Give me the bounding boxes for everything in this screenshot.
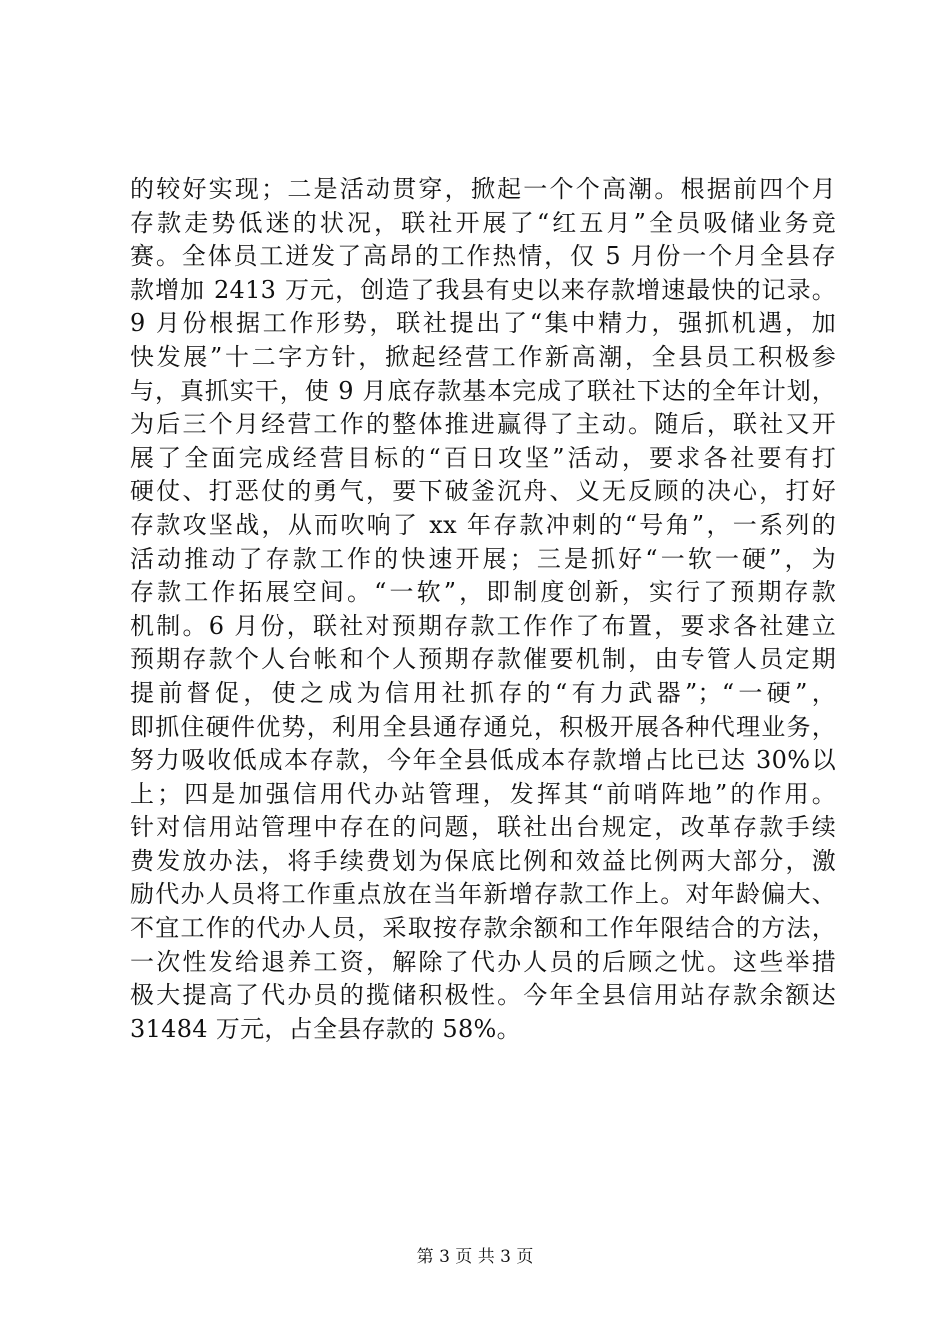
text-line: 硬仗、打恶仗的勇气，要下破釜沉舟、义无反顾的决心，打好 [130,477,836,506]
text-line: 预期存款个人台帐和个人预期存款催要机制，由专管人员定期 [130,645,836,674]
text-line: 为后三个月经营工作的整体推进赢得了主动。随后，联社又开 [130,410,836,439]
body-paragraph [130,173,836,1046]
text-line: 极大提高了代办员的揽储积极性。今年全县信用站存款余额达 [130,981,836,1010]
text-line: 与，真抓实干，使 9 月底存款基本完成了联社下达的全年计划， [130,376,836,405]
text-line: 赛。全体员工迸发了高昂的工作热情，仅 5 月份一个月全县存 [130,242,836,271]
text-line: 款增加 2413 万元，创造了我县有史以来存款增速最快的记录。 [130,275,836,304]
text-line: 存款攻坚战，从而吹响了 xx 年存款冲刺的“号角”，一系列的 [130,510,836,539]
text-line: 存款走势低迷的状况，联社开展了“红五月”全员吸储业务竞 [130,208,836,237]
text-line: 快发展”十二字方针，掀起经营工作新高潮，全县员工积极参 [130,342,836,371]
text-line: 存款工作拓展空间。“一软”，即制度创新，实行了预期存款 [130,578,836,607]
text-line: 即抓住硬件优势，利用全县通存通兑，积极开展各种代理业务， [130,712,836,741]
text-line: 努力吸收低成本存款，今年全县低成本存款增占比已达 30%以 [130,746,836,775]
text-line: 机制。6 月份，联社对预期存款工作作了布置，要求各社建立 [130,611,836,640]
text-line: 9 月份根据工作形势，联社提出了“集中精力，强抓机遇，加 [130,309,836,338]
text-line: 费发放办法，将手续费划为保底比例和效益比例两大部分，激 [130,846,836,875]
text-line: 不宜工作的代办人员，采取按存款余额和工作年限结合的方法， [130,914,836,943]
text-line: 针对信用站管理中存在的问题，联社出台规定，改革存款手续 [130,813,836,842]
text-line: 活动推动了存款工作的快速开展；三是抓好“一软一硬”，为 [130,544,836,573]
text-line: 上；四是加强信用代办站管理，发挥其“前哨阵地”的作用。 [130,779,836,808]
page-number: 第 3 页 共 3 页 [416,1247,534,1267]
text-line: 展了全面完成经营目标的“百日攻坚”活动，要求各社要有打 [130,443,836,472]
text-line: 的较好实现；二是活动贯穿，掀起一个个高潮。根据前四个月 [130,175,836,203]
text-line: 励代办人员将工作重点放在当年新增存款工作上。对年龄偏大、 [130,880,836,909]
text-line: 一次性发给退养工资，解除了代办人员的后顾之忧。这些举措 [130,947,836,976]
text-line: 31484 万元，占全县存款的 58%。 [130,1014,521,1043]
text-line: 提前督促，使之成为信用社抓存的“有力武器”；“一硬”， [130,678,836,707]
